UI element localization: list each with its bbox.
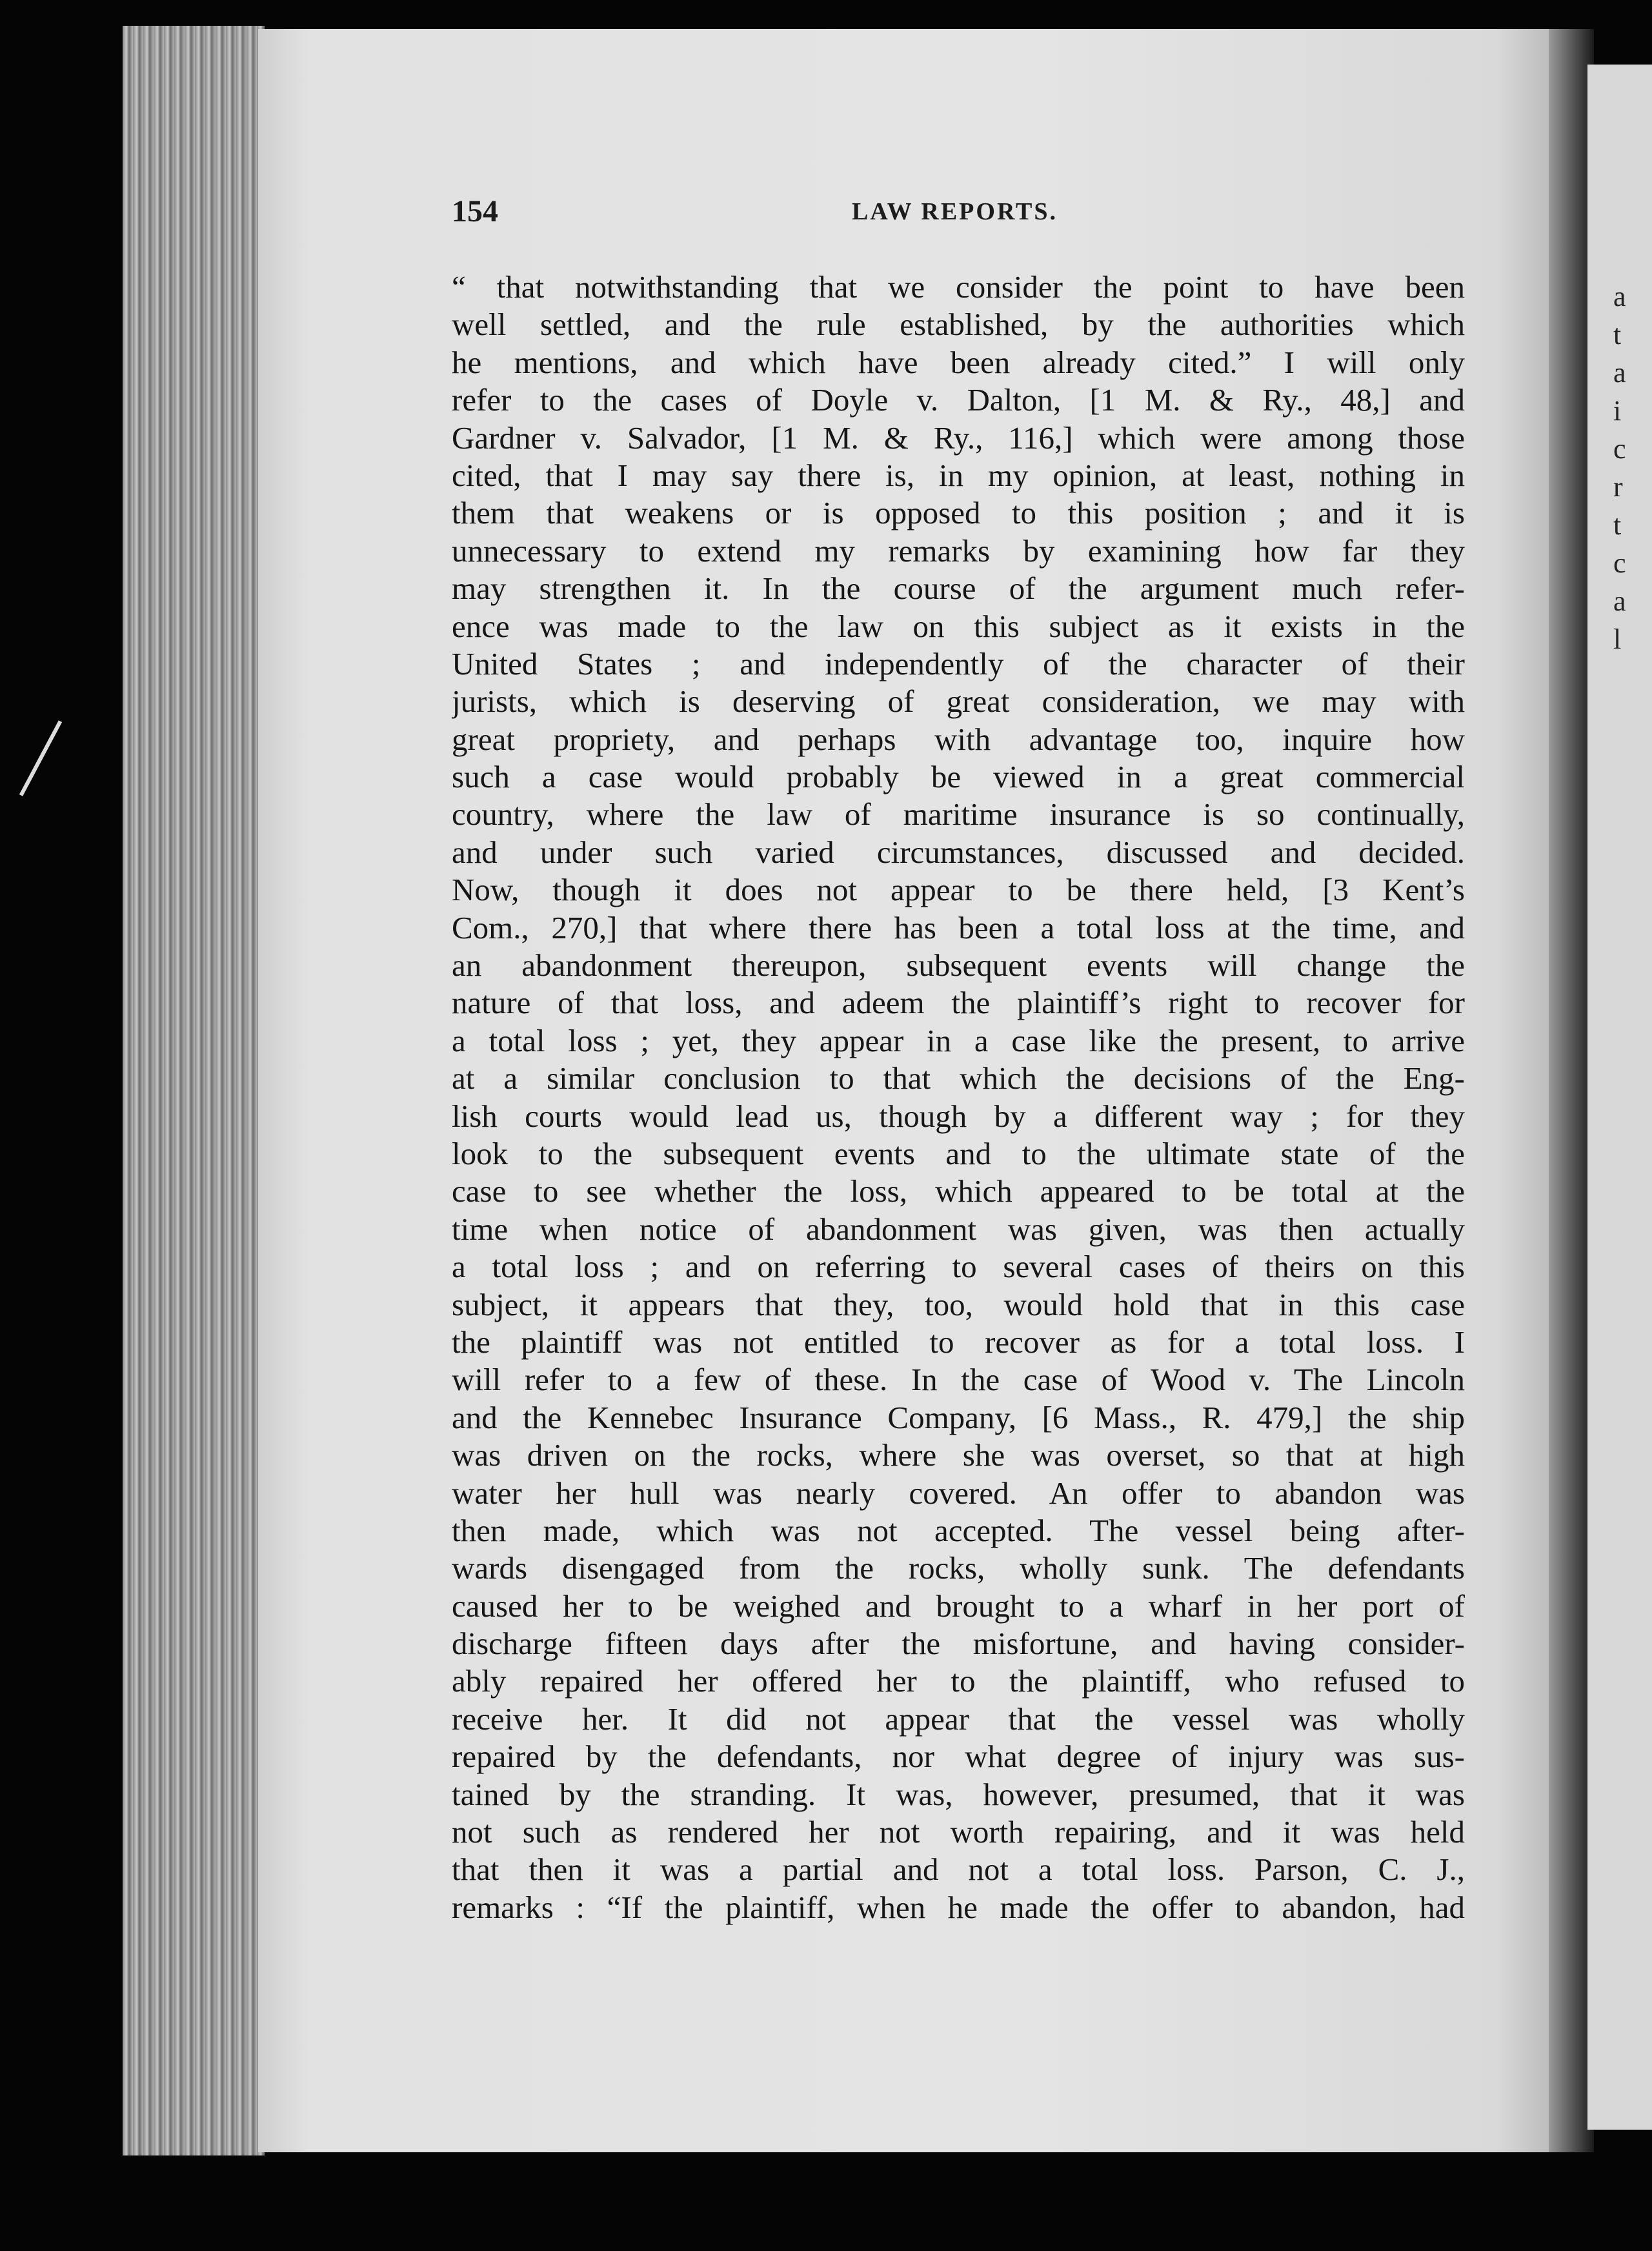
text-line: look to the subsequent events and to the ultimate state of the	[452, 1135, 1465, 1171]
text-line: wards disengaged from the rocks, wholly sunk. The defendants	[452, 1550, 1465, 1586]
text-line: may strengthen it. In the course of the argument much refer-	[452, 570, 1465, 607]
text-line: ence was made to the law on this subject as it exists in the	[452, 608, 1465, 644]
text-line: lish courts would lead us, though by a different way ; for they	[452, 1098, 1465, 1134]
facing-letter: c	[1613, 433, 1626, 465]
facing-page-letters	[1613, 278, 1652, 658]
text-line: and the Kennebec Insurance Company, [6 Mass., R. 479,] the ship	[452, 1399, 1465, 1435]
facing-letter: c	[1613, 547, 1626, 579]
text-line: the plaintiff was not entitled to recover as for a total loss. I	[452, 1324, 1465, 1360]
text-line: refer to the cases of Doyle v. Dalton, [1 M. & Ry., 48,] and	[452, 382, 1465, 418]
text-line: then made, which was not accepted. The vessel being after-	[452, 1512, 1465, 1548]
text-line: tained by the stranding. It was, however, presumed, that it was	[452, 1776, 1465, 1812]
text-line: great propriety, and perhaps with advantage too, inquire how	[452, 721, 1465, 757]
book-page-edges	[123, 26, 265, 2155]
body-text	[452, 268, 1465, 1926]
text-line: them that weakens or is opposed to this position ; and it is	[452, 495, 1465, 531]
text-line: that then it was a partial and not a total loss. Parson, C. J.,	[452, 1852, 1465, 1888]
text-line: “ that notwithstanding that we consider the point to have been	[452, 269, 1465, 305]
text-line: at a similar conclusion to that which the decisions of the Eng-	[452, 1060, 1465, 1096]
text-line: and under such varied circumstances, discussed and decided.	[452, 834, 1465, 870]
text-line: was driven on the rocks, where she was overset, so that at high	[452, 1437, 1465, 1473]
text-line: cited, that I may say there is, in my opinion, at least, nothing in	[452, 457, 1465, 493]
running-head: LAW REPORTS.	[852, 198, 1058, 225]
text-line: case to see whether the loss, which appeared to be total at the	[452, 1173, 1465, 1209]
text-line: caused her to be weighed and brought to a wharf in her port of	[452, 1588, 1465, 1624]
text-line: Com., 270,] that where there has been a total loss at the time, and	[452, 909, 1465, 945]
text-line: ably repaired her offered her to the plaintiff, who refused to	[452, 1663, 1465, 1699]
facing-letter: t	[1613, 509, 1622, 541]
facing-letter: l	[1613, 623, 1622, 655]
page-header	[452, 194, 1465, 239]
text-line: remarks : “If the plaintiff, when he made the offer to abandon, had	[452, 1889, 1465, 1925]
film-scratch	[19, 720, 62, 796]
text-line: Now, though it does not appear to be there held, [3 Kent’s	[452, 872, 1465, 908]
text-line: unnecessary to extend my remarks by examining how far they	[452, 532, 1465, 569]
text-line: a total loss ; yet, they appear in a case like the present, to arrive	[452, 1022, 1465, 1058]
text-line: receive her. It did not appear that the vessel was wholly	[452, 1701, 1465, 1737]
text-line: an abandonment thereupon, subsequent events will change the	[452, 947, 1465, 984]
facing-letter: a	[1613, 585, 1626, 617]
text-line: nature of that loss, and adeem the plaintiff’s right to recover for	[452, 985, 1465, 1021]
text-line: country, where the law of maritime insurance is so continually,	[452, 796, 1465, 833]
text-line: will refer to a few of these. In the case of Wood v. The Lincoln	[452, 1362, 1465, 1398]
facing-letter: t	[1613, 319, 1622, 350]
text-line: Gardner v. Salvador, [1 M. & Ry., 116,] which were among those	[452, 419, 1465, 456]
facing-letter: a	[1613, 281, 1626, 312]
text-line: discharge fifteen days after the misfortune, and having consider-	[452, 1626, 1465, 1662]
text-line: jurists, which is deserving of great consideration, we may with	[452, 683, 1465, 720]
text-line: water her hull was nearly covered. An offer to abandon was	[452, 1475, 1465, 1511]
text-line: such a case would probably be viewed in a great commercial	[452, 759, 1465, 795]
facing-letter: a	[1613, 357, 1626, 389]
facing-letter: i	[1613, 395, 1622, 427]
text-line: he mentions, and which have been already cited.” I will only	[452, 344, 1465, 380]
text-line: a total loss ; and on referring to several cases of theirs on this	[452, 1249, 1465, 1285]
text-line: not such as rendered her not worth repairing, and it was held	[452, 1814, 1465, 1850]
page-number: 154	[452, 194, 498, 228]
text-line: time when notice of abandonment was given, was then actually	[452, 1211, 1465, 1247]
text-line: subject, it appears that they, too, would hold that in this case	[452, 1286, 1465, 1322]
facing-letter: r	[1613, 471, 1623, 503]
text-line: United States ; and independently of the character of their	[452, 645, 1465, 681]
text-line: well settled, and the rule established, by the authorities which	[452, 307, 1465, 343]
text-line: repaired by the defendants, nor what degree of injury was sus-	[452, 1739, 1465, 1775]
